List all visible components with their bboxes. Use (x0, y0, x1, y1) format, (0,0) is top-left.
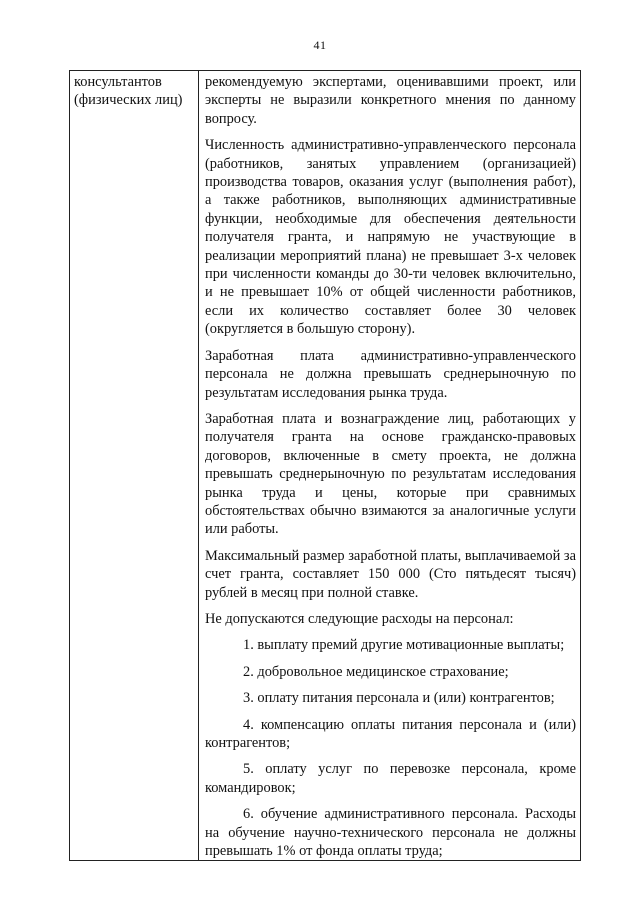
list-item: 4. компенсацию оплаты питания персонала и (или) контрагентов; (205, 716, 576, 751)
paragraph-admin-staff-headcount: Численность административно-управленческого персонала (работников, занятых управлением (организацией) производства товаров, оказания услуг (выполнения работ), а также работников, выполняющих административные функции, необходимые для обеспечения деятельности получателя гранта, и напрямую не участвующие в реализации мероприятий плана) не превышает 3-х человек при численности команды до 30-ти человек включительно, и не превышает 10% от общей численности работников, если их количество составляет более 30 человек (округляется в большую сторону). (205, 137, 576, 338)
category-label-line-1: консультантов (74, 74, 162, 90)
list-item: 3. оплату питания персонала и (или) контрагентов; (243, 690, 555, 707)
paragraph-expert-opinion: рекомендуемую экспертами, оценивавшими проект, или эксперты не выразили конкретного мнения по данному вопросу. (205, 74, 576, 127)
category-label-line-2: (физических лиц) (74, 92, 183, 109)
list-item: 2. добровольное медицинское страхование; (243, 663, 509, 680)
document-table (69, 70, 581, 861)
table-row (70, 71, 581, 861)
list-item: 5. оплату услуг по перевозке персонала, кроме командировок; (205, 761, 576, 796)
paragraph-excluded-expenses-intro: Не допускаются следующие расходы на персонал: (205, 610, 514, 627)
category-cell (70, 71, 199, 861)
requirements-cell (199, 71, 581, 861)
paragraph-max-salary: Максимальный размер заработной платы, выплачиваемой за счет гранта, составляет 150 000 (Сто пятьдесят тысяч) рублей в месяц при полной ставке. (205, 547, 576, 601)
list-item: 6. обучение административного персонала. Расходы на обучение научно-технического персонала не должны превышать 1% от фонда оплаты труда; (205, 806, 576, 860)
list-item: 1. выплату премий другие мотивационные выплаты; (243, 637, 565, 654)
paragraph-contractor-pay: Заработная плата и вознаграждение лиц, работающих у получателя гранта на основе гражданско-правовых договоров, включенные в смету проекта, не должна превышать среднерыночную по результатам исследования рынка труда и цены, которые при сравнимых обстоятельствах обычно взимаются за аналогичные услуги или работы. (205, 410, 576, 538)
page-number: 41 (313, 38, 327, 52)
paragraph-admin-salary: Заработная плата административно-управленческого персонала не должна превышать среднерыночную по результатам исследования рынка труда. (205, 347, 576, 401)
